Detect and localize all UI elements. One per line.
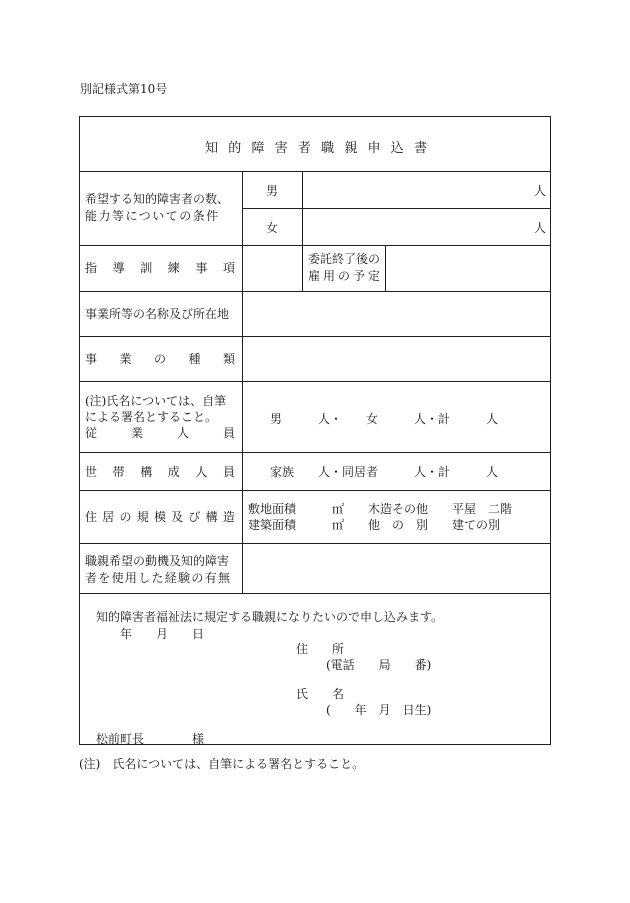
rule [79,543,551,544]
signature-note-line1: (注)氏名については、自筆 [85,394,227,408]
rule [242,171,243,593]
post-contract-label-line1: 委託終了後の [308,252,381,266]
rule [79,593,551,594]
motive-label-line2: 者を使用した経験の有無 [85,571,232,585]
form-number: 別記様式第10号 [80,82,168,96]
signature-note-line2: による署名とすること。 [85,410,218,424]
rule [79,452,551,453]
rule [79,291,551,292]
rule [79,171,551,172]
employees-content: 男 人・ 女 人・計 人 [270,412,499,426]
name-label: 氏 名 [296,687,345,701]
employees-label: 従 業 人 員 [85,426,235,440]
rule [79,336,551,337]
application-statement: 知的障害者福祉法に規定する職親になりたいので申し込みます。 [96,610,444,624]
post-contract-label-line2: 雇 用 の 予 定 [308,269,380,283]
conditions-label-line2: 能力等についての条件 [85,209,220,223]
male-label: 男 [266,184,279,198]
rule [302,171,303,245]
household-label: 世 帯 構 成 人 員 [85,465,235,479]
footnote: (注) 氏名については、自筆による署名とすること。 [79,757,365,771]
office-label: 事業所等の名称及び所在地 [85,307,230,321]
application-date: 年 月 日 [120,627,205,641]
phone-line: (電話 局 番) [326,658,432,672]
rule [242,208,551,209]
housing-label: 住 居 の 規 模 及 び 構 造 [85,510,235,524]
birth-date-line: ( 年 月 日生) [326,703,432,717]
form-title: 知 的 障 害 者 職 親 申 込 書 [205,141,427,156]
rule [79,381,551,382]
rule [79,245,551,246]
housing-line2: 建築面積 ㎡ 他 の 別 建ての別 [248,518,501,532]
guidance-label: 指 導 訓 練 事 項 [85,261,235,275]
rule [302,245,303,291]
address-label: 住 所 [296,642,345,656]
addressee: 松前町長 様 [96,732,205,746]
business-label: 事 業 の 種 類 [85,352,235,366]
female-label: 女 [266,221,279,235]
rule [79,490,551,491]
conditions-label-line1: 希望する知的障害者の数、 [85,192,230,206]
female-count-unit: 人 [534,221,547,235]
household-content: 家族 人・同居者 人・計 人 [270,465,499,479]
housing-line1: 敷地面積 ㎡ 木造その他 平屋 二階 [248,502,513,516]
male-count-unit: 人 [534,184,547,198]
motive-label-line1: 職親希望の動機及知的障害 [85,554,230,568]
rule [385,245,386,291]
